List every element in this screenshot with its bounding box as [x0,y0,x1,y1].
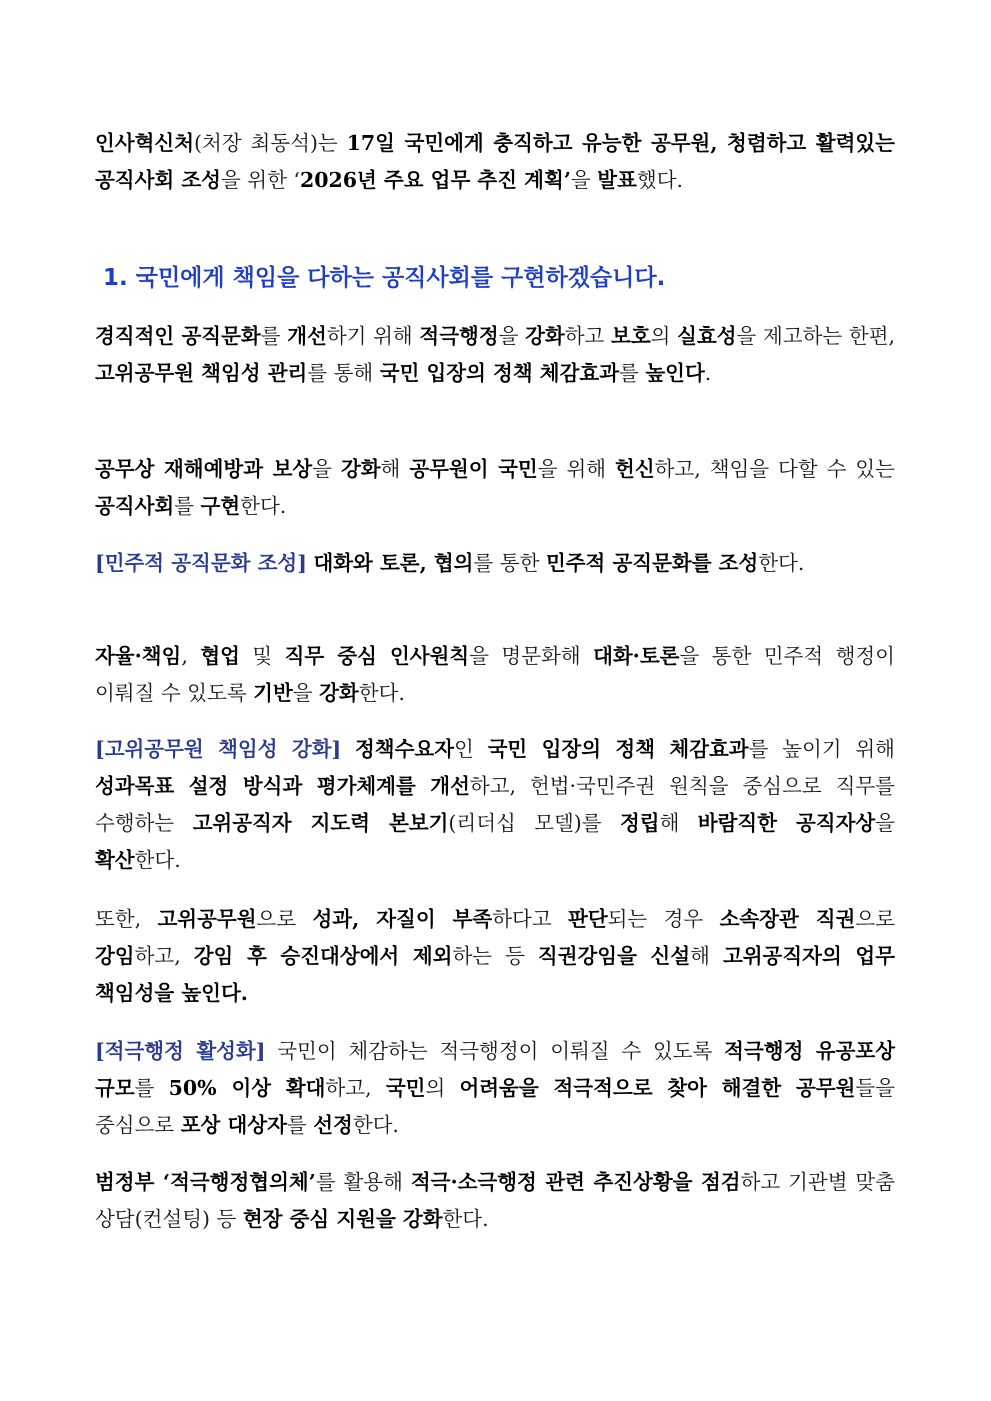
body-text: 및 [239,644,285,668]
body-text: 국민이 체감하는 적극행정이 이뤄질 수 있도록 [265,1039,725,1063]
emphasis-text: 확산 [95,848,135,872]
emphasis-text: 직무 중심 인사원칙 [284,644,470,668]
body-text: 들을 중심으로 [95,1076,896,1137]
body-text: 인 [454,737,488,761]
emphasis-text: 50% 이상 확대 [168,1076,326,1100]
body-text: 를 [619,361,646,385]
body-text: 를 [134,1076,169,1100]
section-tag: [민주적 공직문화 조성] [95,551,307,575]
body-text: 를 높이기 위해 [748,737,895,761]
body-text: 하기 위해 [326,324,420,348]
emphasis-text: 정립 [619,811,660,835]
emphasis-text: 강임 후 승진대상에서 제외 [193,944,453,968]
body-text: 해 [380,457,410,481]
emphasis-text: 구현 [200,494,241,518]
body-text: 하다고 [492,907,569,931]
emphasis-text: 어려움을 적극적으로 찾아 해결한 공무원 [459,1076,856,1100]
emphasis-text: 강임 [95,944,135,968]
body-text: 을 [292,681,320,705]
emphasis-text: 공무상 재해예방과 보상 [95,457,313,481]
emphasis-text: 고위공직자 지도력 본보기 [192,811,449,835]
emphasis-text: 민주적 공직문화를 조성 [545,551,759,575]
emphasis-text: 적극행정 유공포상 규모 [95,1039,895,1100]
emphasis-text: 기반 [253,681,293,705]
body-text: 1. 국민에게 책임을 다하는 공직사회를 구현하겠습니다. [103,265,666,291]
emphasis-text: 선정 [313,1113,353,1137]
body-text: 을 [312,457,341,481]
body-text: . [704,361,712,385]
emphasis-text: 협업 [200,644,240,668]
emphasis-text: 포상 대상자 [180,1113,287,1137]
body-text: 를 통해 [307,361,380,385]
emphasis-text: 대화와 토론, 협의 [313,551,474,575]
emphasis-text: 소속장관 직권 [719,907,856,931]
emphasis-text: 개선 [287,324,327,348]
body-text: 을 제고하는 한편, [736,324,896,348]
body-text: 을 위해 [537,457,616,481]
section-tag: [적극행정 활성화] [95,1039,266,1063]
body-text: 하고 [564,324,612,348]
body-text: 을 통한 민주적 행정이 이뤄질 수 있도록 [95,644,895,705]
body-text: 를 [286,1113,314,1137]
emphasis-text: 국민 [385,1076,426,1100]
body-text: 하고, 책임을 다할 수 있는 [654,457,895,481]
paragraph-democratic-culture [95,545,895,582]
emphasis-text: 국민 입장의 정책 체감효과 [379,361,620,385]
body-text: 하는 등 [452,944,538,968]
body-text: 되는 경우 [607,907,720,931]
emphasis-text: 고위공무원 책임성 관리 [95,361,308,385]
body-text: 하고, 헌법·국민주권 원칙을 중심으로 직무를 수행하는 [95,774,895,835]
emphasis-text: 적극·소극행정 관련 추진상황을 점검 [410,1170,741,1194]
body-text: 으로 [256,907,313,931]
emphasis-text: 대화·토론 [593,644,680,668]
emphasis-text: 경직적인 공직문화 [95,324,261,348]
paragraph-council [95,1164,895,1238]
paragraph-proactive-admin [95,1033,895,1144]
emphasis-text: 성과목표 설정 방식과 평가체계를 개선 [95,774,470,798]
body-text: 하고, [325,1076,386,1100]
emphasis-text: 2026년 주요 업무 추진 계획’ [299,168,571,192]
body-text: 하고, [134,944,194,968]
body-text: (처장 최동석)는 [194,131,347,155]
emphasis-text: 고위공무원 [157,907,257,931]
body-text: 을 [498,324,526,348]
paragraph-autonomy [95,638,895,712]
section-heading [103,258,903,298]
section-tag: [고위공무원 책임성 강화] [95,737,342,761]
body-text: 를 통한 [473,551,546,575]
body-text: , [181,644,201,668]
body-text: 또한, [95,907,158,931]
body-text [341,737,355,761]
emphasis-text: 정책수요자 [355,737,455,761]
emphasis-text: 강화 [340,457,381,481]
emphasis-text: 판단 [568,907,608,931]
emphasis-text: 높인다 [645,361,705,385]
emphasis-text: 인사혁신처 [95,131,195,155]
body-text: 한다. [758,551,805,575]
intro-paragraph [95,125,895,199]
paragraph-senior-responsibility [95,731,895,879]
body-text: 을 명문화해 [469,644,594,668]
emphasis-text: 성과, 자질이 부족 [312,907,493,931]
body-text: 한다. [358,681,405,705]
paragraph-demotion [95,901,895,1012]
body-text: 한다. [442,1207,489,1231]
emphasis-text: 헌신 [615,457,655,481]
emphasis-text: 범정부 ‘적극행정협의체’ [95,1170,316,1194]
body-text: 한다. [240,494,287,518]
body-text: 을 [570,168,598,192]
body-text: 을 [875,811,896,835]
paragraph-culture-reform [95,318,895,392]
emphasis-text: 보호 [611,324,651,348]
emphasis-text: 국민 입장의 정책 체감효과 [487,737,749,761]
body-text: 하고 기관별 맞춤 상담(컨설팅) 등 [95,1170,896,1231]
emphasis-text: 강화 [525,324,565,348]
body-text: (리더십 모델)를 [448,811,620,835]
emphasis-text: 고위공직자의 업무 책임성을 높인다. [95,944,896,1005]
body-text: 를 [260,324,288,348]
body-text: 해 [659,811,698,835]
emphasis-text: 공무원이 국민 [409,457,538,481]
body-text: 를 활용해 [315,1170,411,1194]
body-text: 했다. [636,168,683,192]
emphasis-text: 직권강임을 신설 [537,944,691,968]
body-text: 을 위한 ‘ [220,168,300,192]
emphasis-text: 실효성 [677,324,737,348]
emphasis-text: 바람직한 공직자상 [697,811,876,835]
emphasis-text: 자율·책임 [95,644,182,668]
body-text: 의 [650,324,678,348]
emphasis-text: 현장 중심 지원을 강화 [242,1207,443,1231]
emphasis-text: 발표 [597,168,637,192]
emphasis-text: 17일 국민에게 충직하고 유능한 공무원, 청렴하고 활력있는 공직사회 조성 [95,131,895,192]
body-text: 해 [690,944,723,968]
body-text: 한다. [352,1113,399,1137]
emphasis-text: 적극행정 [419,324,499,348]
emphasis-text: 공직사회 [95,494,175,518]
body-text: 의 [425,1076,460,1100]
emphasis-text: 강화 [319,681,359,705]
body-text: 으로 [855,907,895,931]
paragraph-disaster-prevention [95,451,895,525]
body-text: 를 [174,494,201,518]
body-text: 한다. [134,848,181,872]
